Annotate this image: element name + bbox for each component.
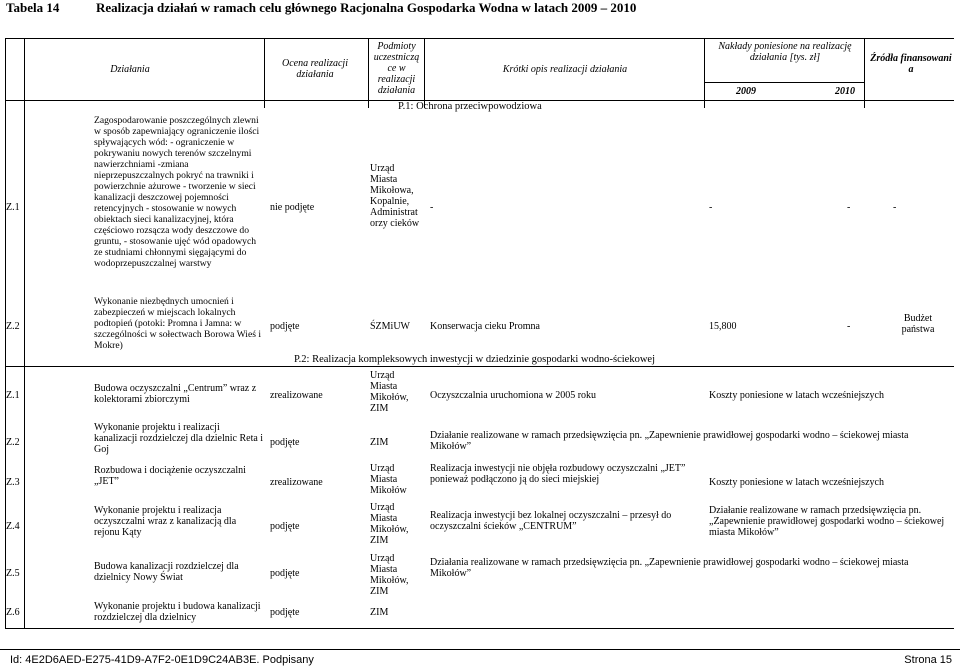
header-evaluation: Ocena realizacji działania: [281, 58, 348, 80]
description-text: Oczyszczalnia uruchomiona w 2005 roku: [430, 390, 597, 401]
table-label: Tabela 14: [6, 0, 60, 15]
evaluation-text: nie podjęte: [270, 202, 315, 213]
action-text: Wykonanie projektu i budowa kanalizacji rozdzielczej dla dzielnicy: [94, 601, 261, 623]
header-description: Krótki opis realizacji działania: [502, 64, 628, 75]
entities-text: Urząd Miasta Mikołów: [370, 463, 407, 496]
entities-text: ŚZMiUW: [370, 321, 410, 332]
source-text: -: [893, 202, 897, 213]
action-text: Zagospodarowanie poszczególnych zlewni w sposób zapewniający ograniczenie ilości spływających wód: - ograniczenie w pokrywaniu nowych terenów szczelnymi nawierzchniami -zmiana nieprzepuszczalnych pokryć na trawniki i powierzchnie ażurowe - tworzenie w sieci kanalizacji deszczowej pojemności retencyjnych - stosowanie w nowych obiektach sieci kanalizacyjnej, która częściowo rozsącza wody deszczowe do gruntu, - stosowanie ujęć wód opadowych ze studniami chłonnymi sięgającymi do wodoprzepuszczalnej warstwy: [94, 115, 260, 269]
document-id: Id: 4E2D6AED-E275-41D9-A7F2-0E1D9C24AB3E. Podpisany: [10, 654, 314, 666]
description-text: Realizacja inwestycji nie objęła rozbudowy oczyszczalni „JET” ponieważ podłączono ją do sieci miejskiej: [430, 463, 686, 485]
cost-2009: -: [709, 202, 713, 213]
section-p2: P.2: Realizacja kompleksowych inwestycji w dziedzinie gospodarki wodno-ściekowej: [294, 354, 655, 365]
action-text: Wykonanie niezbędnych umocnień i zabezpieczeń w miejscach lokalnych podtopień (potoki: Promna i Jamna: w szczególności w sołectwach Borowa Wieś i Mokre): [94, 296, 262, 351]
evaluation-text: podjęte: [270, 437, 300, 448]
action-text: Rozbudowa i dociążenie oczyszczalni „JET”: [94, 465, 246, 487]
row-id: Z.4: [6, 521, 20, 532]
row-id: Z.2: [6, 321, 20, 332]
header-year-2009: 2009: [736, 86, 756, 97]
entities-text: ZIM: [370, 437, 389, 448]
evaluation-text: podjęte: [270, 607, 300, 618]
costs-note: Działanie realizowane w ramach przedsięwzięcia pn. „Zapewnienie prawidłowej gospodarki wodno – ściekowej miasta Mikołów”: [709, 505, 945, 538]
header-costs: Nakłady poniesione na realizację działania [tys. zł]: [718, 41, 852, 63]
description-text: Konserwacja cieku Promna: [430, 321, 540, 332]
footer-divider: [0, 649, 960, 650]
row-id: Z.2: [6, 437, 20, 448]
entities-text: Urząd Miasta Mikołowa, Kopalnie, Administrat orzy cieków: [370, 163, 420, 229]
evaluation-text: podjęte: [270, 321, 300, 332]
section-p1: P.1: Ochrona przeciwpowodziowa: [398, 101, 542, 112]
row-id: Z.3: [6, 477, 20, 488]
description-text: Działania realizowane w ramach przedsięwzięcia pn. „Zapewnienie prawidłowej gospodarki wodno – ściekowej miasta Mikołów”: [430, 557, 909, 579]
row-id: Z.5: [6, 568, 20, 579]
action-text: Wykonanie projektu i realizacji kanalizacji rozdzielczej dla dzielnic Reta i Goj: [94, 422, 264, 455]
costs-note: Koszty poniesione w latach wcześniejszych: [709, 390, 884, 401]
entities-text: Urząd Miasta Mikołów, ZIM: [370, 502, 409, 546]
row-id: Z.6: [6, 607, 20, 618]
page-title: Realizacja działań w ramach celu głównego Racjonalna Gospodarka Wodna w latach 2009 – 2010: [96, 0, 637, 15]
page-number: Strona 15: [904, 654, 952, 666]
evaluation-text: podjęte: [270, 568, 300, 579]
action-text: Wykonanie projektu i realizacja oczyszczalni wraz z kanalizacją dla rejonu Kąty: [94, 505, 237, 538]
evaluation-text: zrealizowane: [270, 477, 323, 488]
source-text: Budżet państwa: [901, 313, 935, 335]
entities-text: Urząd Miasta Mikołów, ZIM: [370, 553, 409, 597]
action-text: Budowa oczyszczalni „Centrum” wraz z kolektorami zbiorczymi: [94, 383, 257, 405]
header-entities: Podmioty uczestniczą ce w realizacji działania: [373, 41, 420, 96]
cost-2010: -: [847, 321, 851, 332]
header-sources: Źródła finansowani a: [870, 53, 952, 75]
row-id: Z.1: [6, 390, 20, 401]
action-text: Budowa kanalizacji rozdzielczej dla dzielnicy Nowy Świat: [94, 561, 239, 583]
header-year-2010: 2010: [835, 86, 855, 97]
description-text: -: [430, 202, 434, 213]
evaluation-text: podjęte: [270, 521, 300, 532]
cost-2009: 15,800: [709, 321, 737, 332]
costs-note: Koszty poniesione w latach wcześniejszych: [709, 477, 884, 488]
evaluation-text: zrealizowane: [270, 390, 323, 401]
cost-2010: -: [847, 202, 851, 213]
description-text: Realizacja inwestycji bez lokalnej oczyszczalni – przesył do oczyszczalni ścieków „CENTRUM”: [430, 510, 672, 532]
header-actions: Działania: [110, 64, 150, 75]
entities-text: ZIM: [370, 607, 389, 618]
description-text: Działanie realizowane w ramach przedsięwzięcia pn. „Zapewnienie prawidłowej gospodarki wodno – ściekowej miasta Mikołów”: [430, 430, 909, 452]
row-id: Z.1: [6, 202, 20, 213]
entities-text: Urząd Miasta Mikołów, ZIM: [370, 370, 409, 414]
